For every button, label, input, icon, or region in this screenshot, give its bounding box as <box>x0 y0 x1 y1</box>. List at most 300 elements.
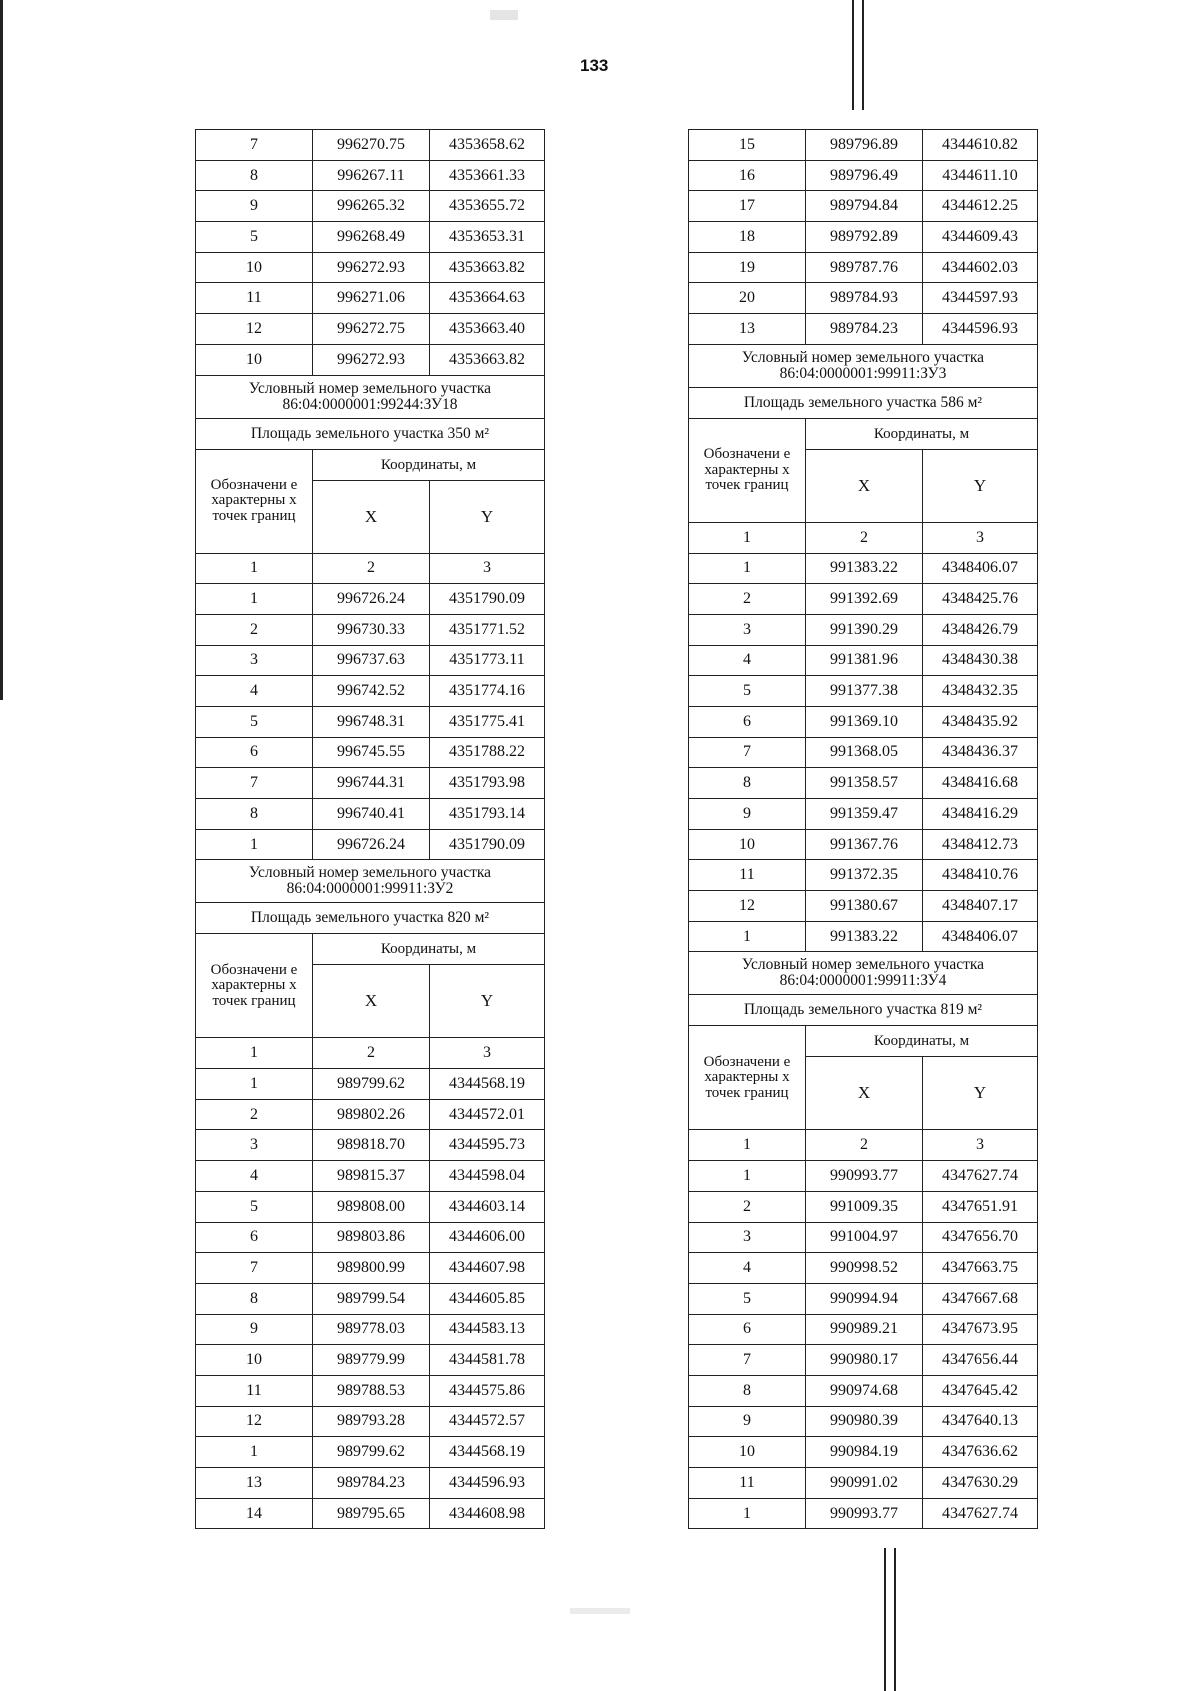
header-row <box>689 418 1038 449</box>
point-number: 2 <box>196 614 313 645</box>
x-coordinate: 989779.99 <box>313 1345 430 1376</box>
table-row <box>196 1437 545 1468</box>
table-row <box>196 1161 545 1192</box>
point-number: 15 <box>689 130 806 161</box>
table-row <box>196 1314 545 1345</box>
y-coordinate: 4351774.16 <box>430 676 545 707</box>
point-number: 7 <box>196 1253 313 1284</box>
column-number: 2 <box>313 1038 430 1069</box>
column-number: 2 <box>313 553 430 584</box>
table-row <box>689 1222 1038 1253</box>
x-coordinate: 989792.89 <box>806 222 923 253</box>
area-unit: м² <box>967 1001 983 1019</box>
parcel-title-row <box>196 860 545 903</box>
x-coordinate: 990980.17 <box>806 1345 923 1376</box>
y-coordinate: 4351790.09 <box>430 584 545 615</box>
y-coordinate: 4348430.38 <box>923 645 1038 676</box>
table-row <box>196 222 545 253</box>
column-number: 1 <box>689 522 806 553</box>
y-coordinate: 4344568.19 <box>430 1437 545 1468</box>
point-number: 10 <box>689 1437 806 1468</box>
y-coordinate: 4344605.85 <box>430 1283 545 1314</box>
parcel-title-label: Условный номер земельного участка <box>248 864 492 882</box>
parcel-title-row <box>196 375 545 418</box>
point-number: 7 <box>196 130 313 161</box>
y-coordinate: 4348416.68 <box>923 768 1038 799</box>
x-coordinate: 990989.21 <box>806 1314 923 1345</box>
column-number: 2 <box>806 1130 923 1161</box>
y-coordinate: 4353655.72 <box>430 191 545 222</box>
table-row <box>689 160 1038 191</box>
x-coordinate: 991009.35 <box>806 1191 923 1222</box>
area-value: 350 <box>447 424 471 442</box>
y-coordinate: 4344602.03 <box>923 252 1038 283</box>
x-coordinate: 996265.32 <box>313 191 430 222</box>
parcel-area <box>196 903 545 934</box>
x-coordinate: 996744.31 <box>313 768 430 799</box>
area-label: Площадь земельного участка <box>743 1001 937 1019</box>
designation-header: Обозначени е характерны х точек границ <box>196 449 313 553</box>
y-coordinate: 4344583.13 <box>430 1314 545 1345</box>
table-row <box>689 614 1038 645</box>
point-number: 12 <box>196 1406 313 1437</box>
x-coordinate: 990994.94 <box>806 1283 923 1314</box>
cadastral-number: 86:04:0000001:99911:ЗУ4 <box>779 972 947 990</box>
table-row <box>689 1406 1038 1437</box>
y-coordinate: 4351773.11 <box>430 645 545 676</box>
table-row <box>196 614 545 645</box>
parcel-title <box>196 860 545 903</box>
x-coordinate: 991383.22 <box>806 921 923 952</box>
point-number: 18 <box>689 222 806 253</box>
x-coordinate: 989788.53 <box>313 1375 430 1406</box>
column-number: 1 <box>196 553 313 584</box>
point-number: 14 <box>196 1498 313 1529</box>
x-coordinate: 991372.35 <box>806 860 923 891</box>
point-number: 1 <box>689 921 806 952</box>
point-number: 1 <box>196 829 313 860</box>
parcel-title <box>196 375 545 418</box>
table-row <box>689 314 1038 345</box>
table-row <box>689 737 1038 768</box>
x-coordinate: 989784.93 <box>806 283 923 314</box>
table-row <box>689 1253 1038 1284</box>
y-coordinate: 4347627.74 <box>923 1161 1038 1192</box>
table-row <box>196 191 545 222</box>
point-number: 4 <box>196 676 313 707</box>
y-coordinate: 4353663.40 <box>430 314 545 345</box>
y-coordinate: 4344608.98 <box>430 1498 545 1529</box>
y-coordinate: 4344597.93 <box>923 283 1038 314</box>
point-number: 7 <box>689 737 806 768</box>
x-coordinate: 989794.84 <box>806 191 923 222</box>
point-number: 10 <box>196 1345 313 1376</box>
y-coordinate: 4347651.91 <box>923 1191 1038 1222</box>
y-coordinate: 4347640.13 <box>923 1406 1038 1437</box>
y-header: Y <box>923 1057 1038 1130</box>
y-coordinate: 4344596.93 <box>923 314 1038 345</box>
table-row <box>689 553 1038 584</box>
point-number: 4 <box>689 1253 806 1284</box>
parcel-title-row <box>689 952 1038 995</box>
x-coordinate: 996726.24 <box>313 584 430 615</box>
parcel-title <box>689 952 1038 995</box>
y-coordinate: 4348406.07 <box>923 553 1038 584</box>
designation-header: Обозначени е характерны х точек границ <box>689 1026 806 1130</box>
y-coordinate: 4353658.62 <box>430 130 545 161</box>
x-coordinate: 989795.65 <box>313 1498 430 1529</box>
x-coordinate: 991392.69 <box>806 584 923 615</box>
point-number: 11 <box>196 1375 313 1406</box>
area-value: 586 <box>940 393 964 411</box>
table-row <box>196 706 545 737</box>
point-number: 11 <box>196 283 313 314</box>
point-number: 6 <box>689 1314 806 1345</box>
y-coordinate: 4344607.98 <box>430 1253 545 1284</box>
table-row <box>196 1283 545 1314</box>
parcel-area <box>689 387 1038 418</box>
y-coordinate: 4344603.14 <box>430 1191 545 1222</box>
y-coordinate: 4344606.00 <box>430 1222 545 1253</box>
y-coordinate: 4353663.82 <box>430 252 545 283</box>
x-coordinate: 996272.93 <box>313 344 430 375</box>
x-coordinate: 990974.68 <box>806 1375 923 1406</box>
table-row <box>196 1375 545 1406</box>
area-unit: м² <box>474 424 490 442</box>
parcel-area-row <box>689 995 1038 1026</box>
parcel-title-label: Условный номер земельного участка <box>741 956 985 974</box>
cadastral-number: 86:04:0000001:99244:ЗУ18 <box>282 395 458 413</box>
y-coordinate: 4348432.35 <box>923 676 1038 707</box>
table-row <box>196 130 545 161</box>
point-number: 6 <box>196 1222 313 1253</box>
x-coordinate: 996271.06 <box>313 283 430 314</box>
point-number: 8 <box>689 1375 806 1406</box>
column-number: 3 <box>923 522 1038 553</box>
x-coordinate: 989799.62 <box>313 1069 430 1100</box>
scan-noise <box>570 1608 630 1614</box>
header-row <box>689 1026 1038 1057</box>
y-coordinate: 4344572.01 <box>430 1099 545 1130</box>
x-coordinate: 989818.70 <box>313 1130 430 1161</box>
y-coordinate: 4348436.37 <box>923 737 1038 768</box>
table-row <box>196 344 545 375</box>
coordinates-table-right <box>688 129 1038 1529</box>
table-row <box>689 584 1038 615</box>
table-row <box>689 1191 1038 1222</box>
x-coordinate: 996268.49 <box>313 222 430 253</box>
binder-line <box>884 1548 886 1691</box>
column-number: 3 <box>430 553 545 584</box>
y-coordinate: 4344610.82 <box>923 130 1038 161</box>
x-coordinate: 991368.05 <box>806 737 923 768</box>
y-coordinate: 4348406.07 <box>923 921 1038 952</box>
table-row <box>196 768 545 799</box>
coordinates-header: Координаты, м <box>806 418 1038 449</box>
y-header: Y <box>430 480 545 553</box>
point-number: 11 <box>689 860 806 891</box>
point-number: 12 <box>196 314 313 345</box>
point-number: 10 <box>196 252 313 283</box>
y-coordinate: 4344581.78 <box>430 1345 545 1376</box>
table-row <box>689 222 1038 253</box>
x-coordinate: 989799.62 <box>313 1437 430 1468</box>
parcel-area-row <box>196 903 545 934</box>
point-number: 5 <box>196 1191 313 1222</box>
column-number: 2 <box>806 522 923 553</box>
point-number: 2 <box>196 1099 313 1130</box>
point-number: 4 <box>689 645 806 676</box>
y-coordinate: 4351793.14 <box>430 799 545 830</box>
x-coordinate: 990984.19 <box>806 1437 923 1468</box>
header-row <box>196 934 545 965</box>
column-number: 3 <box>430 1038 545 1069</box>
y-coordinate: 4347636.62 <box>923 1437 1038 1468</box>
table-row <box>196 252 545 283</box>
x-coordinate: 991380.67 <box>806 891 923 922</box>
column-number: 1 <box>196 1038 313 1069</box>
parcel-area-row <box>196 418 545 449</box>
x-coordinate: 996730.33 <box>313 614 430 645</box>
coordinates-header: Координаты, м <box>313 449 545 480</box>
x-coordinate: 989784.23 <box>806 314 923 345</box>
cadastral-number: 86:04:0000001:99911:ЗУ2 <box>286 880 454 898</box>
y-coordinate: 4344611.10 <box>923 160 1038 191</box>
coordinates-header: Координаты, м <box>313 934 545 965</box>
table-row <box>689 252 1038 283</box>
point-number: 9 <box>196 191 313 222</box>
y-coordinate: 4351771.52 <box>430 614 545 645</box>
table-row <box>689 283 1038 314</box>
y-coordinate: 4347627.74 <box>923 1498 1038 1529</box>
table-row <box>689 1283 1038 1314</box>
table-row <box>689 706 1038 737</box>
x-coordinate: 989802.26 <box>313 1099 430 1130</box>
x-coordinate: 996748.31 <box>313 706 430 737</box>
y-coordinate: 4351775.41 <box>430 706 545 737</box>
x-coordinate: 989793.28 <box>313 1406 430 1437</box>
point-number: 10 <box>196 344 313 375</box>
coordinates-header: Координаты, м <box>806 1026 1038 1057</box>
column-number-row <box>689 1130 1038 1161</box>
table-row <box>689 191 1038 222</box>
area-label: Площадь земельного участка <box>743 393 937 411</box>
point-number: 5 <box>689 1283 806 1314</box>
binder-line <box>862 0 864 110</box>
table-row <box>196 1130 545 1161</box>
table-row <box>689 799 1038 830</box>
coordinates-table-left <box>195 129 545 1529</box>
binder-line <box>894 1548 896 1691</box>
y-coordinate: 4347645.42 <box>923 1375 1038 1406</box>
y-coordinate: 4348426.79 <box>923 614 1038 645</box>
y-coordinate: 4348435.92 <box>923 706 1038 737</box>
x-coordinate: 996745.55 <box>313 737 430 768</box>
point-number: 10 <box>689 829 806 860</box>
y-coordinate: 4351788.22 <box>430 737 545 768</box>
table-row <box>196 283 545 314</box>
x-coordinate: 991369.10 <box>806 706 923 737</box>
table-row <box>196 1222 545 1253</box>
y-coordinate: 4344595.73 <box>430 1130 545 1161</box>
table-row <box>196 1468 545 1499</box>
table-row <box>196 645 545 676</box>
point-number: 5 <box>196 222 313 253</box>
x-coordinate: 989815.37 <box>313 1161 430 1192</box>
parcel-title-label: Условный номер земельного участка <box>248 379 492 397</box>
table-row <box>196 1498 545 1529</box>
parcel-title-label: Условный номер земельного участка <box>741 348 985 366</box>
point-number: 11 <box>689 1468 806 1499</box>
y-coordinate: 4348416.29 <box>923 799 1038 830</box>
point-number: 9 <box>689 1406 806 1437</box>
x-coordinate: 990980.39 <box>806 1406 923 1437</box>
table-row <box>689 130 1038 161</box>
x-coordinate: 991004.97 <box>806 1222 923 1253</box>
x-coordinate: 989784.23 <box>313 1468 430 1499</box>
table-row <box>689 1437 1038 1468</box>
point-number: 9 <box>689 799 806 830</box>
y-coordinate: 4348410.76 <box>923 860 1038 891</box>
point-number: 4 <box>196 1161 313 1192</box>
point-number: 3 <box>196 1130 313 1161</box>
table-row <box>196 1345 545 1376</box>
table-row <box>196 829 545 860</box>
table-row <box>196 1099 545 1130</box>
y-coordinate: 4348412.73 <box>923 829 1038 860</box>
y-header: Y <box>923 449 1038 522</box>
point-number: 1 <box>689 1498 806 1529</box>
table-row <box>196 1069 545 1100</box>
y-coordinate: 4351790.09 <box>430 829 545 860</box>
x-coordinate: 989796.49 <box>806 160 923 191</box>
header-row <box>196 449 545 480</box>
y-coordinate: 4344568.19 <box>430 1069 545 1100</box>
table-row <box>196 1191 545 1222</box>
point-number: 20 <box>689 283 806 314</box>
x-header: X <box>313 965 430 1038</box>
area-label: Площадь земельного участка <box>250 424 444 442</box>
parcel-area <box>196 418 545 449</box>
point-number: 17 <box>689 191 806 222</box>
point-number: 5 <box>689 676 806 707</box>
x-header: X <box>806 449 923 522</box>
point-number: 3 <box>196 645 313 676</box>
x-coordinate: 996737.63 <box>313 645 430 676</box>
table-row <box>689 645 1038 676</box>
y-coordinate: 4353664.63 <box>430 283 545 314</box>
point-number: 2 <box>689 1191 806 1222</box>
table-row <box>196 160 545 191</box>
table-row <box>689 768 1038 799</box>
point-number: 1 <box>196 584 313 615</box>
x-coordinate: 989778.03 <box>313 1314 430 1345</box>
table-row <box>689 860 1038 891</box>
designation-header: Обозначени е характерны х точек границ <box>689 418 806 522</box>
x-coordinate: 989808.00 <box>313 1191 430 1222</box>
point-number: 1 <box>689 1161 806 1192</box>
table-row <box>689 1498 1038 1529</box>
column-number: 3 <box>923 1130 1038 1161</box>
y-coordinate: 4344598.04 <box>430 1161 545 1192</box>
point-number: 6 <box>689 706 806 737</box>
column-number-row <box>196 1038 545 1069</box>
x-coordinate: 991359.47 <box>806 799 923 830</box>
y-coordinate: 4344575.86 <box>430 1375 545 1406</box>
table-row <box>196 737 545 768</box>
parcel-area <box>689 995 1038 1026</box>
y-header: Y <box>430 965 545 1038</box>
area-unit: м² <box>967 393 983 411</box>
x-coordinate: 991367.76 <box>806 829 923 860</box>
parcel-title-row <box>689 344 1038 387</box>
point-number: 1 <box>689 553 806 584</box>
area-unit: м² <box>474 909 490 927</box>
x-coordinate: 989796.89 <box>806 130 923 161</box>
x-coordinate: 991377.38 <box>806 676 923 707</box>
binder-line <box>852 0 854 110</box>
y-coordinate: 4344596.93 <box>430 1468 545 1499</box>
x-coordinate: 996272.75 <box>313 314 430 345</box>
point-number: 7 <box>196 768 313 799</box>
table-row <box>196 314 545 345</box>
y-coordinate: 4348425.76 <box>923 584 1038 615</box>
point-number: 13 <box>196 1468 313 1499</box>
cadastral-number: 86:04:0000001:99911:ЗУ3 <box>779 364 947 382</box>
x-coordinate: 989799.54 <box>313 1283 430 1314</box>
table-row <box>196 584 545 615</box>
y-coordinate: 4353653.31 <box>430 222 545 253</box>
x-coordinate: 991383.22 <box>806 553 923 584</box>
y-coordinate: 4344612.25 <box>923 191 1038 222</box>
table-row <box>689 1345 1038 1376</box>
table-row <box>689 676 1038 707</box>
table-row <box>196 1253 545 1284</box>
table-row <box>196 676 545 707</box>
x-coordinate: 989800.99 <box>313 1253 430 1284</box>
x-coordinate: 989803.86 <box>313 1222 430 1253</box>
x-coordinate: 991358.57 <box>806 768 923 799</box>
y-coordinate: 4353661.33 <box>430 160 545 191</box>
point-number: 7 <box>689 1345 806 1376</box>
x-coordinate: 996270.75 <box>313 130 430 161</box>
x-coordinate: 996272.93 <box>313 252 430 283</box>
table-row <box>689 921 1038 952</box>
x-coordinate: 991390.29 <box>806 614 923 645</box>
y-coordinate: 4353663.82 <box>430 344 545 375</box>
parcel-title <box>689 344 1038 387</box>
area-value: 819 <box>940 1001 964 1019</box>
y-coordinate: 4344572.57 <box>430 1406 545 1437</box>
table-row <box>196 799 545 830</box>
x-coordinate: 996726.24 <box>313 829 430 860</box>
point-number: 13 <box>689 314 806 345</box>
y-coordinate: 4347656.44 <box>923 1345 1038 1376</box>
page-edge-mark <box>0 0 3 700</box>
y-coordinate: 4347630.29 <box>923 1468 1038 1499</box>
y-coordinate: 4347673.95 <box>923 1314 1038 1345</box>
x-coordinate: 990993.77 <box>806 1498 923 1529</box>
point-number: 1 <box>196 1069 313 1100</box>
x-header: X <box>806 1057 923 1130</box>
column-number-row <box>689 522 1038 553</box>
y-coordinate: 4347663.75 <box>923 1253 1038 1284</box>
point-number: 16 <box>689 160 806 191</box>
x-coordinate: 990993.77 <box>806 1161 923 1192</box>
point-number: 8 <box>196 160 313 191</box>
point-number: 8 <box>689 768 806 799</box>
point-number: 3 <box>689 1222 806 1253</box>
